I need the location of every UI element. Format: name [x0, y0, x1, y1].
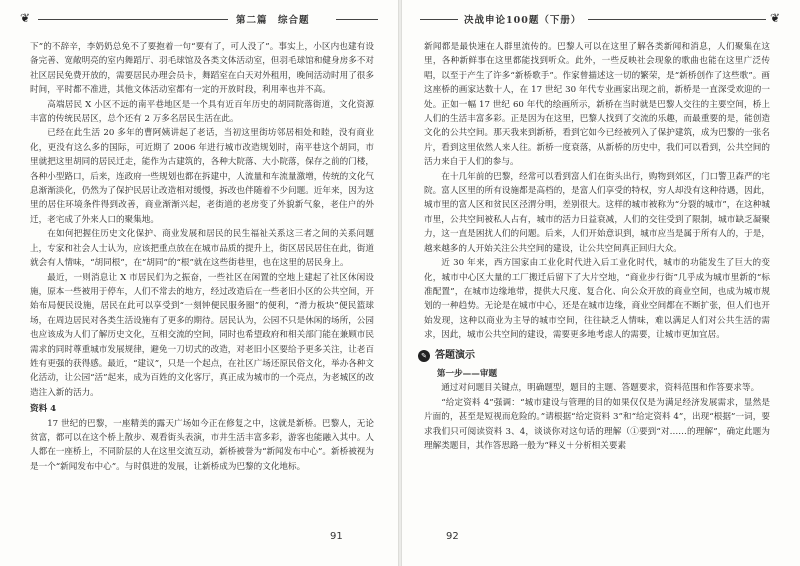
header-ornament-icon: ❦	[770, 11, 781, 25]
right-page-body	[421, 40, 770, 453]
right-page	[402, 0, 800, 566]
paragraph: 已经在此生活 20 多年的曹阿姨讲起了老话，当初这里街坊邻居相处和睦，没有商业化，更没有这么多的国际，可近期了 2006 年进行城市改造规划时，南平巷这个胡同，市里就把这里胡同的居民迁走，能作为古建筑的，各种大院落、大小院落，保存之前的门楼，各种小型路口，后来，连政府一些规划也都在拆建中，人流量和车流量激增，传统的文化气息渐渐淡化，仍然为了保护民居让改造相对缓慢，拆改也伴随着不少问题。近年来，因为这里的居住环境条件得到改善，商业渐渐兴起，老街道的老房变了外貌新气象，老住户的外迁，老宅成了外来人口的聚集地。	[30, 128, 374, 225]
paragraph: 最近，一则消息让 X 市居民们为之振奋，一些社区在闲置的空地上建起了社区休闲设施，原本一些被用于停车，人们不常去的地方，经过改造后在一些老旧小区的公共空间，开始布局便民设施，居民在此可以享受到“一刻钟便民服务圈”的便利，“滑力板块”便民篮球场，在周边居民对各类生活设施有了更多的期待。居民认为，公园不只是休闲的场所，公园也应该成为人们了解历史文化，互相交流的空间，同时也希望政府和相关部门能在兼顾市民需求的同时尊重城市发展规律，避免一刀切式的改造，对老旧小区要给予更多关注，让老百姓有更强的获得感。最近，“建议”，只是一个起点，在社区广场还原民俗文化，举办各种文化活动，让公园“活”起来，成为百姓的文化客厅，真正成为城市的一个亮点，为老城区的改造注入新的活力。	[30, 272, 374, 398]
paragraph: 通过对问题目关键点，明确题型，题目的主题、答题要求，资料范围和作答要求等。	[441, 383, 760, 394]
paragraph: 近 30 年来，西方国家由工业化时代进入后工业化时代，城市的功能发生了巨大的变化，城市中心区大量的工厂搬迁后留下了大片空地，“商业步行街”几乎成为城市里新的“标准配置”，在城市边缘地带，提供大尺度、复合化、向公众开放的商业空间，也成为城市规划的一种趋势。无论是在城市中心，还是在城市边缘，商业空间都在不断扩张，但人们也开始发现，这种以商业为主导的城市空间，往往缺乏人情味，难以满足人们对公共生活的需求，因此，城市公共空间的建设，需要更多地考虑人的需要，让城市更加宜居。	[424, 258, 770, 341]
header-ornament-icon: ❦	[20, 11, 31, 25]
paragraph: 下”的不辞辛，李奶奶总免不了要抱着一句“要有了，可人没了”。事实上，小区内也建有设备完善、宽敞明亮的室内舞蹈厅、羽毛球馆及各类文体活动室，但羽毛球馆和健身房多不对社区居民免费开放的，需要居民办理会员卡，舞蹈室在白天对外租用，晚间活动时用了很多时间，平时都不准进，其他文体活动室都有一定的开放时段，利用率也并不高。	[30, 42, 374, 96]
left-page	[0, 0, 398, 566]
paragraph: 高端居民 X 小区不远的南平巷地区是一个具有近百年历史的胡同院落街道，文化资源丰富的传统民居区，总个还有 2 万多名居民生活在此。	[30, 99, 374, 125]
paragraph: 17 世纪的巴黎，一座精美的露天广场如今正在修复之中，这就是新桥。巴黎人，无论贫富，都可以在这个桥上散步、观看街头表演，市井生活丰富多彩，游客也能融入其中。人人都在一座桥上，不同阶层的人在这里交流互动，新桥被誉为“新闻发布中心”。新桥被视为是一个“新闻发布中心”。与时俱进的发展，让新桥成为巴黎的文化地标。	[30, 418, 374, 472]
header-rule	[420, 19, 458, 20]
paragraph: 在如何把握住历史文化保护、商业发展和居民的民生福祉关系这三者之间的关系问题上，专家和社会人士认为，应该把重点放在在城市品质的提升上，街区居民居住在此，街道就会有人情味，“胡同根”，在“胡同”的“根”就在这些街巷里，也在这里的居民身上。	[30, 229, 374, 269]
paragraph: 新闻都是最快速在人群里流传的。巴黎人可以在这里了解各类新闻和消息，人们聚集在这里，各种新鲜事在这里都能找到听众。此外，一些反映社会现象的歌曲也能在这里广泛传唱，以至于产生了许多“新桥歌手”。作家曾描述这一切的繁荣，是“新桥创作了这些歌”。画这座桥的画家达数十人，在 17 世纪 30 年代专业画家出现之前，新桥是一直深受欢迎的一处。正如一幅 17 世纪 60 年代的绘画所示，新桥在当时就是巴黎人交往的主要空间，桥上人们的生活丰富多彩。正是因为在这里，巴黎人找到了交流的乐趣，而最重要的是，能创造文化的公共空间。那天我来到新桥，看到它如今已经被列入了保护建筑，成为巴黎的一张名片，看到这里依然人来人往。新桥一度衰落，从新桥的历史中，我们可以看到，公共空间的活力来自于人们的参与。	[424, 42, 770, 168]
material-label: 资料 4	[30, 404, 57, 415]
paragraph: 在十几年前的巴黎，经常可以看到富人们在街头出行，购物到郊区，门口警卫森严的宅院。富人区里的所有设施都是高档的，是富人们享受的特权，穷人却没有这种待遇，因此，城市里的富人区和贫民区泾渭分明，差别很大。这样的城市被称为“分裂的城市”，在这种城市里，公共空间被私人占有，城市的活力日益衰减，人们的交往受到了限制，城市缺乏凝聚力，这一直是困扰人们的问题。后来，人们开始意识到，城市应当是属于所有人的，于是，越来越多的人开始关注公共空间的建设，让公共空间真正回归大众。	[424, 171, 770, 254]
right-page-number: 92	[446, 531, 459, 542]
header-rule	[38, 19, 228, 20]
paragraph: “给定资料 4”强调：“城市建设与管理的目的如果仅仅是为满足经济发展需求，显然是片面的，甚至是短视而危险的。”请根据“给定资料 3”和“给定资料 4”，出现“根据”一词，要求我们只可阅读资料 3、4，谈谈你对这句话的理解（①要到“对……的理解”，确定此题为理解类题目，其作答思路一般为“释义＋分析相关要素	[424, 397, 770, 451]
section-title: 答题演示	[435, 349, 475, 361]
header-rule	[336, 19, 378, 20]
pen-icon: ✎	[418, 350, 430, 362]
header-rule	[588, 19, 766, 20]
left-page-header	[20, 10, 378, 30]
section-heading	[418, 349, 770, 363]
left-page-body	[30, 40, 374, 474]
right-page-header	[420, 10, 782, 30]
right-header-title: 决战申论100题（下册）	[464, 15, 582, 26]
left-page-number: 91	[330, 531, 343, 542]
left-header-title: 第二篇 综合题	[236, 15, 310, 26]
step-heading: 第一步——审题	[436, 368, 498, 379]
